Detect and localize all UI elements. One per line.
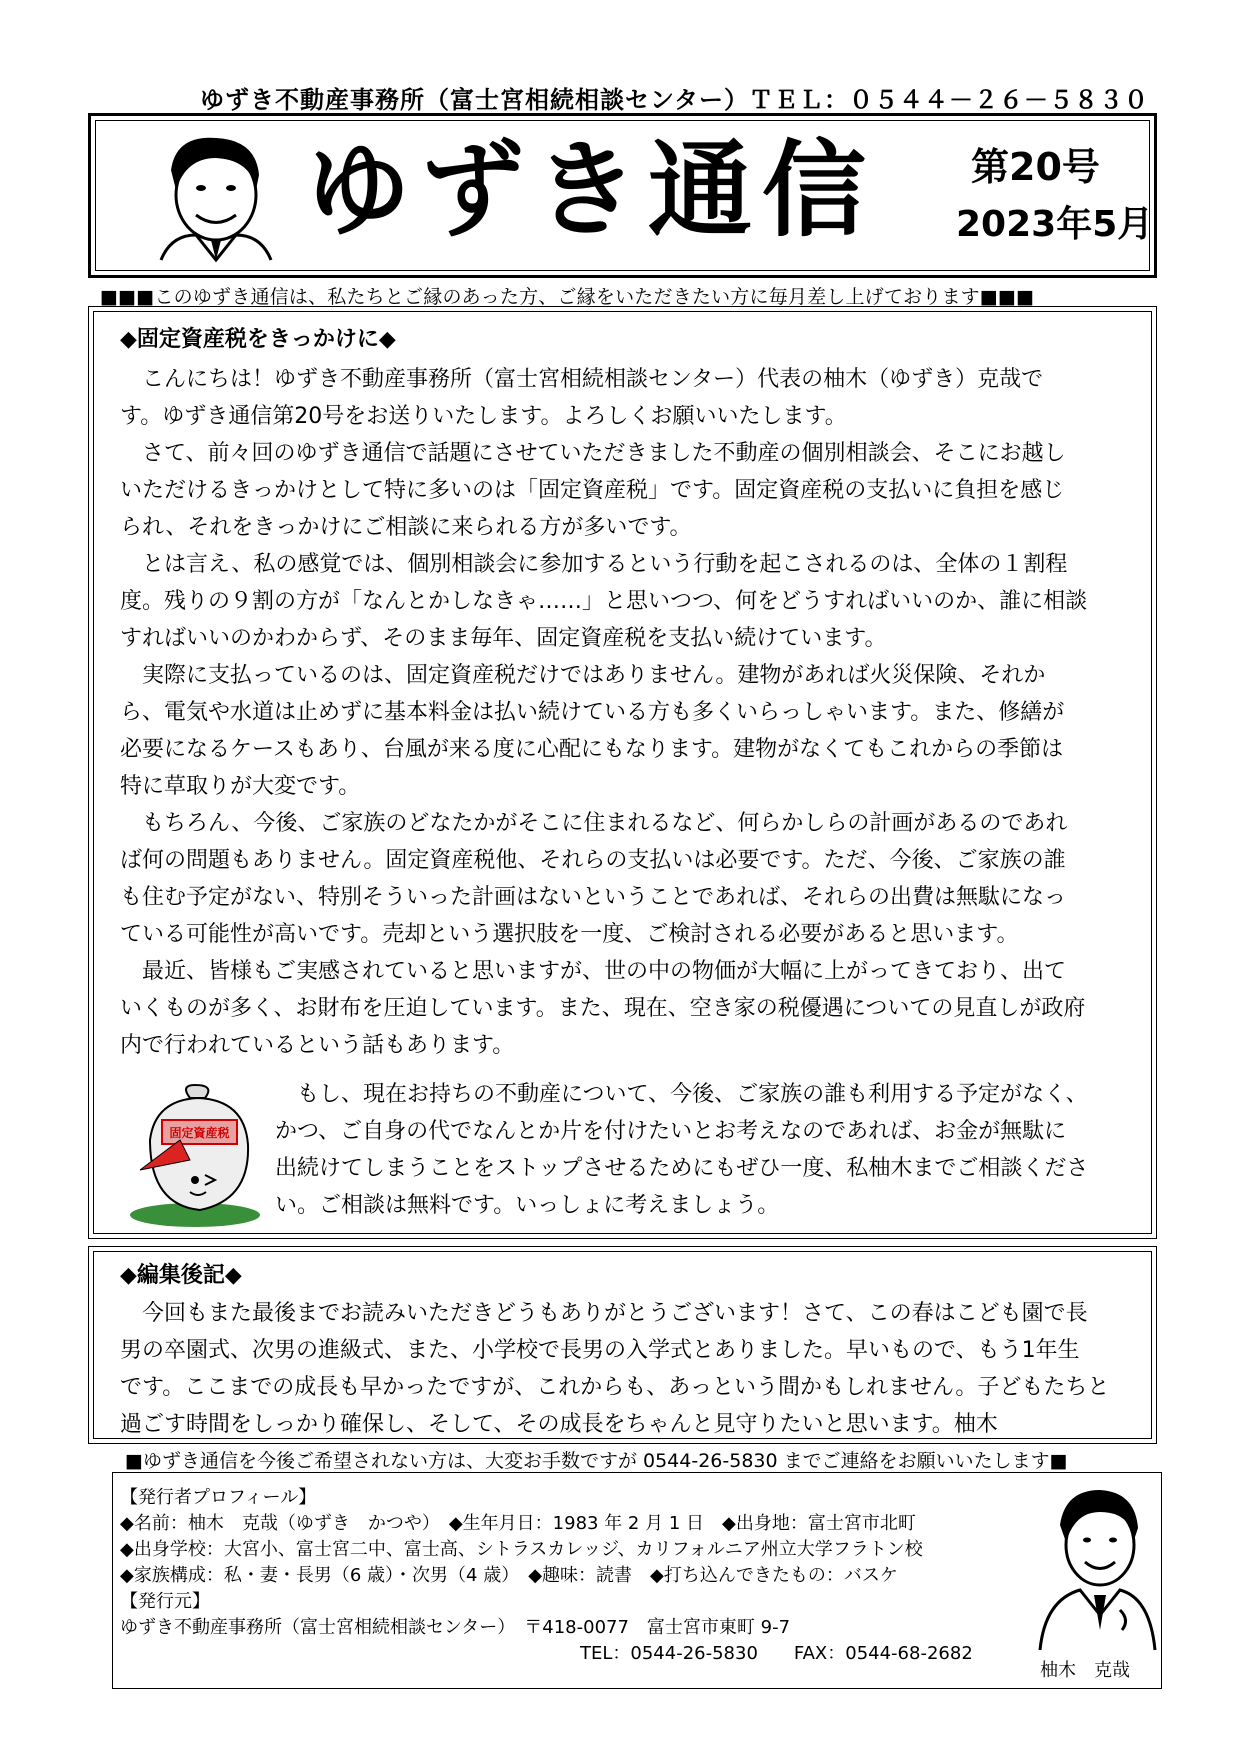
newsletter-header: [88, 113, 1157, 278]
closing-line: もし、現在お持ちの不動産について、今後、ご家族の誰も利用する予定がなく、: [275, 1082, 1088, 1107]
article-line: 必要になるケースもあり、台風が来る度に心配にもなります。建物がなくてもこれからの季節は: [120, 737, 1064, 762]
article-line: ら、電気や水道は止めずに基本料金は払い続けている方も多くいらっしゃいます。また、修繕が: [120, 700, 1065, 725]
article-line: も住む予定がない、特別そういった計画はないということであれば、それらの出費は無駄になっ: [120, 885, 1067, 910]
profile-line: ◆出身学校：大宮小、富士宮二中、富士高、シトラスカレッジ、カリフォルニア州立大学フラトン校: [120, 1539, 923, 1560]
profile-line: ◆家族構成：私・妻・長男（6 歳）・次男（4 歳） ◆趣味：読書 ◆打ち込んできたもの：バスケ: [120, 1565, 898, 1586]
article-line: 内で行われているという話もあります。: [120, 1033, 515, 1058]
profile-line: ◆名前：柚木 克哉（ゆずき かつや） ◆生年月日：1983 年 2 月 1 日 ◆出身地：富士宮市北町: [120, 1513, 916, 1534]
article-line: す。ゆずき通信第20号をお送りいたします。よろしくお願いいたします。: [120, 404, 847, 429]
tagline: ■■■このゆずき通信は、私たちとご縁のあった方、ご縁をいただきたい方に毎月差し上げております■■■: [100, 286, 1035, 308]
article-line: いくものが多く、お財布を圧迫しています。また、現在、空き家の税優遇についての見直しが政府: [120, 996, 1086, 1021]
article-line: 度。残りの９割の方が「なんとかしなきゃ……」と思いつつ、何をどうすればいいのか、誰に相談: [120, 589, 1088, 614]
closing-line: かつ、ご自身の代でなんとか片を付けたいとお考えなのであれば、お金が無駄に: [275, 1119, 1067, 1144]
publisher-heading: 【発行元】: [120, 1591, 210, 1612]
article-line: いただけるきっかけとして特に多いのは「固定資産税」です。固定資産税の支払いに負担を感じ: [120, 478, 1065, 503]
article-line: こんにちは！ゆずき不動産事務所（富士宮相続相談センター）代表の柚木（ゆずき）克哉で: [120, 367, 1044, 392]
main-article: [120, 322, 1120, 1064]
unsubscribe-notice: ■ゆずき通信を今後ご希望されない方は、大変お手数ですが 0544-26-5830 までご連絡をお願いいたします■: [125, 1450, 1068, 1472]
closing-line: い。ご相談は無料です。いっしょに考えましょう。: [275, 1193, 780, 1218]
article-line: さて、前々回のゆずき通信で話題にさせていただきました不動産の個別相談会、そこにお越し: [120, 441, 1066, 466]
publisher-portrait-icon: [1030, 1480, 1160, 1655]
publisher-contact: TEL：0544-26-5830 FAX：0544-68-2682: [580, 1643, 973, 1664]
publisher-address: ゆずき不動産事務所（富士宮相続相談センター） 〒418-0077 富士宮市東町 9-7: [120, 1617, 791, 1638]
closing-paragraph: [275, 1076, 1125, 1224]
article-line: ば何の問題もありません。固定資産税他、それらの支払いは必要です。ただ、今後、ご家族の誰: [120, 848, 1066, 873]
profile-section: [120, 1485, 1020, 1667]
postscript-line: 過ごす時間をしっかり確保し、そして、その成長をちゃんと見守りたいと思います。柚木: [120, 1412, 998, 1437]
header-contact-line: ゆずき不動産事務所（富士宮相続相談センター）ＴＥＬ：０５４４－２６－５８３０: [200, 86, 1150, 114]
postscript: [120, 1258, 1120, 1443]
postscript-line: です。ここまでの成長も早かったですが、これからも、あっという間かもしれません。子どもたちと: [120, 1375, 1110, 1400]
article-title: ◆固定資産税をきっかけに◆: [120, 327, 396, 352]
tax-bag-illustration-icon: [120, 1080, 280, 1230]
article-line: もちろん、今後、ご家族のどなたかがそこに住まれるなど、何らかしらの計画があるのであれ: [120, 811, 1068, 836]
postscript-title: ◆編集後記◆: [120, 1263, 242, 1288]
postscript-line: 男の卒園式、次男の進級式、また、小学校で長男の入学式とありました。早いもので、もう1年生: [120, 1338, 1080, 1363]
postscript-line: 今回もまた最後までお読みいただきどうもありがとうございます！さて、この春はこども園で長: [120, 1301, 1088, 1326]
tax-bag-label: 固定資産税: [169, 1126, 230, 1140]
author-portrait-icon: [131, 130, 286, 265]
closing-line: 出続けてしまうことをストップさせるためにもぜひ一度、私柚木までご相談くださ: [275, 1156, 1089, 1181]
issue-date: 2023年5月: [956, 204, 1154, 245]
portrait-caption: 柚木 克哉: [1040, 1660, 1130, 1681]
article-line: られ、それをきっかけにご相談に来られる方が多いです。: [120, 515, 692, 540]
article-line: とは言え、私の感覚では、個別相談会に参加するという行動を起こされるのは、全体の１割程: [120, 552, 1068, 577]
article-line: すればいいのかわからず、そのまま毎年、固定資産税を支払い続けています。: [120, 626, 887, 651]
newsletter-title: ゆずき通信: [306, 129, 877, 251]
article-line: 特に草取りが大変です。: [120, 774, 361, 799]
issue-number: 第20号: [971, 145, 1100, 189]
article-line: ている可能性が高いです。売却という選択肢を一度、ご検討される必要があると思います。: [120, 922, 1019, 947]
article-line: 実際に支払っているのは、固定資産税だけではありません。建物があれば火災保険、それか: [120, 663, 1046, 688]
profile-heading: 【発行者プロフィール】: [120, 1487, 317, 1508]
article-line: 最近、皆様もご実感されていると思いますが、世の中の物価が大幅に上がってきており、出て: [120, 959, 1067, 984]
